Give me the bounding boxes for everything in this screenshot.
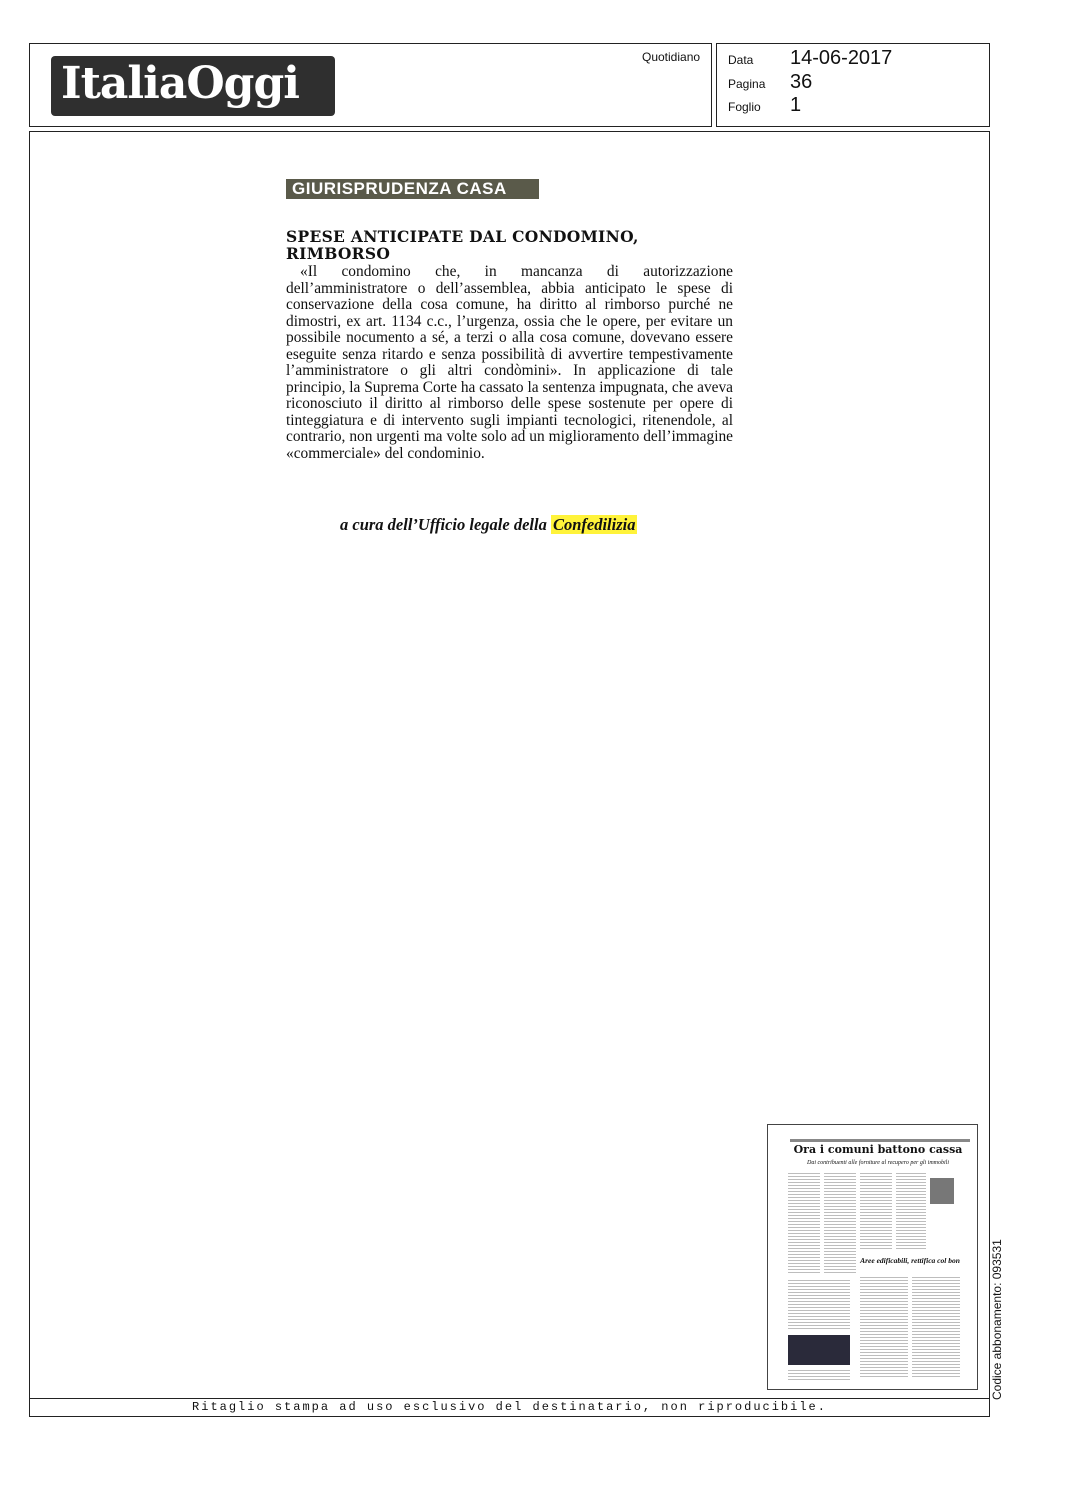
date-label: Data bbox=[728, 53, 754, 67]
thumbnail-column bbox=[860, 1277, 908, 1377]
subscription-code: Codice abbonamento: 093531 bbox=[990, 1239, 1004, 1400]
sheet-label: Foglio bbox=[728, 100, 761, 114]
sheet-value: 1 bbox=[790, 94, 802, 116]
periodicity: Quotidiano bbox=[642, 50, 701, 64]
thumbnail-column bbox=[788, 1173, 820, 1273]
thumbnail-column bbox=[860, 1173, 892, 1251]
thumbnail-photo bbox=[930, 1178, 954, 1204]
section-heading: GIURISPRUDENZA CASA bbox=[286, 179, 539, 199]
thumbnail-subheadline: Dai contribuenti alle forniture al recupero per gli immobili bbox=[807, 1160, 949, 1166]
article-body bbox=[286, 264, 733, 462]
credit-prefix: a cura dell’Ufficio legale della bbox=[340, 515, 547, 534]
credit-highlight: Confedilizia bbox=[552, 515, 636, 534]
page-label: Pagina bbox=[728, 77, 766, 91]
thumbnail-column bbox=[824, 1173, 856, 1273]
thumbnail-dark-box bbox=[788, 1335, 850, 1365]
thumbnail-column bbox=[912, 1277, 960, 1377]
article-credit bbox=[340, 515, 637, 535]
thumbnail-header-bar bbox=[790, 1139, 970, 1142]
footer-notice: Ritaglio stampa ad uso esclusivo del destinatario, non riproducibile. bbox=[192, 1400, 827, 1414]
thumbnail-headline: Ora i comuni battono cassa bbox=[793, 1143, 963, 1156]
page-thumbnail bbox=[767, 1124, 978, 1390]
footer-divider bbox=[29, 1398, 990, 1399]
date-value: 14-06-2017 bbox=[790, 47, 893, 69]
thumbnail-column bbox=[788, 1370, 850, 1380]
thumbnail-column bbox=[788, 1280, 850, 1330]
thumbnail-column bbox=[896, 1173, 926, 1251]
newspaper-logo: ItaliaOggi bbox=[51, 56, 335, 116]
thumbnail-secondary-headline: Aree edificabili, rettifica col bon bbox=[860, 1256, 960, 1265]
article-paragraph: «Il condomino che, in mancanza di autorizzazione dell’amministratore o dell’assemblea, abbia anticipato le spese di conservazione della cosa comune, ha diritto al rimborso purché ne dimostri, ex art. 1134 c.c., l’urgenza, ossia che le opere, per evitare un possibile nocumento a sé, a terzi o alla cosa comune, dovevano essere eseguite senza ritardo e senza possibilità di avvertire tempestivamente l’amministratore o gli altri condòmini». In applicazione di tale principio, la Suprema Corte ha cassato la sentenza impugnata, che aveva riconosciuto il diritto al rimborso delle spese sostenute per opere di tinteggiatura e di intervento sugli impianti tecnologici, ritenendole, al contrario, non urgenti ma volte solo ad un miglioramento dell’immagine «commerciale» del condominio. bbox=[286, 263, 734, 462]
article-title: SPESE ANTICIPATE DAL CONDOMINO, RIMBORSO bbox=[286, 227, 639, 263]
page-value: 36 bbox=[790, 71, 813, 93]
